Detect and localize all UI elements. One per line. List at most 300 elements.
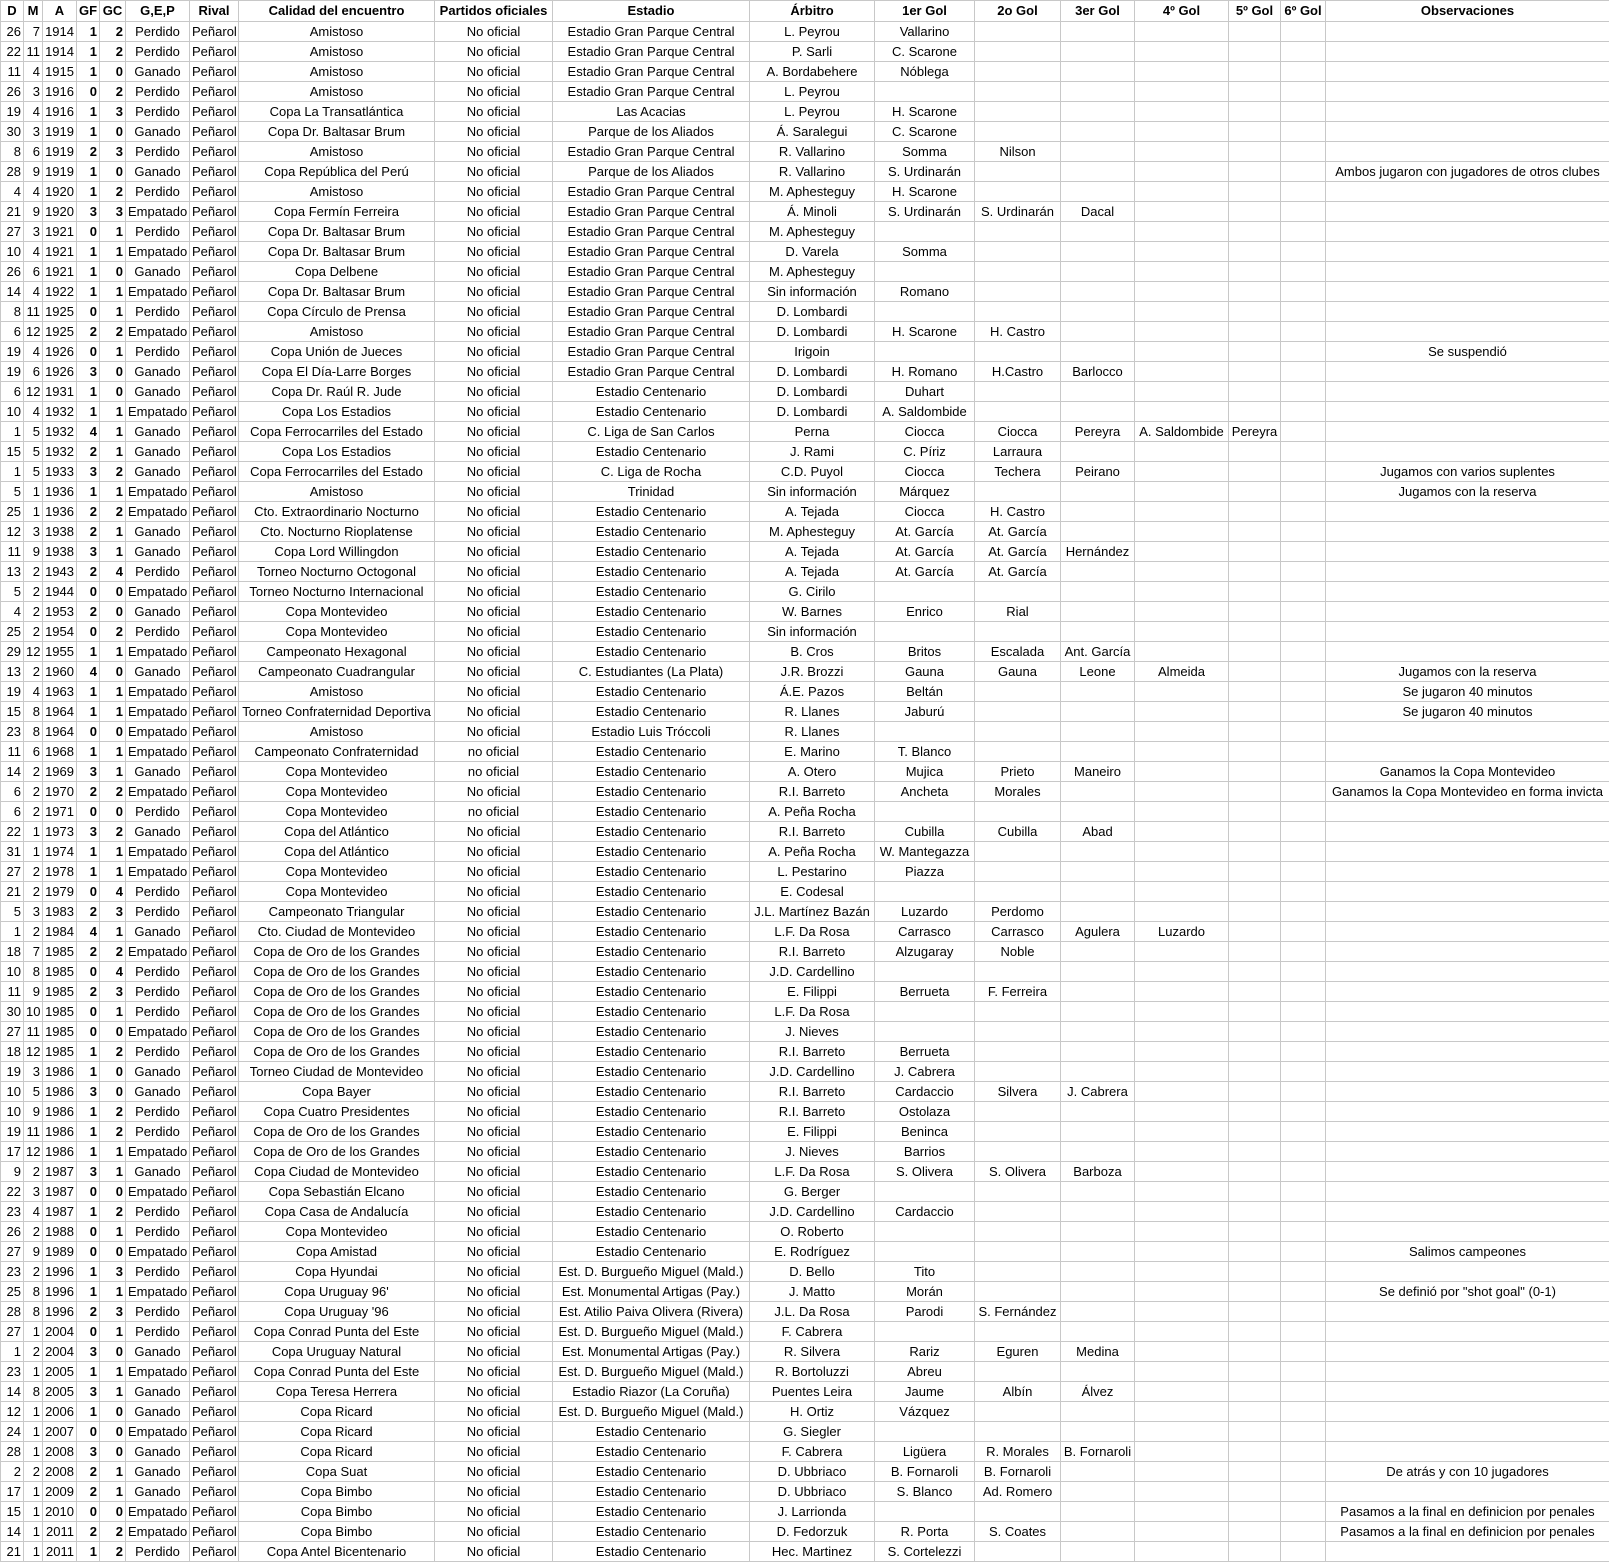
- cell-partido-oficial[interactable]: No oficial: [435, 1522, 553, 1542]
- cell-estadio[interactable]: Estadio Centenario: [553, 1182, 750, 1202]
- cell-gol1[interactable]: Romano: [875, 282, 975, 302]
- cell-gol2[interactable]: Eguren: [975, 1342, 1061, 1362]
- cell-gf[interactable]: 4: [77, 422, 100, 442]
- cell-estadio[interactable]: Estadio Centenario: [553, 1242, 750, 1262]
- cell-result[interactable]: Empatado: [126, 322, 190, 342]
- cell-calidad[interactable]: Amistoso: [239, 722, 435, 742]
- cell-year[interactable]: 1914: [43, 42, 77, 62]
- cell-rival[interactable]: Peñarol: [190, 362, 239, 382]
- cell-month[interactable]: 11: [24, 1022, 43, 1042]
- cell-partido-oficial[interactable]: No oficial: [435, 262, 553, 282]
- cell-day[interactable]: 1: [1, 422, 24, 442]
- cell-partido-oficial[interactable]: No oficial: [435, 102, 553, 122]
- cell-calidad[interactable]: Copa Bimbo: [239, 1502, 435, 1522]
- cell-rival[interactable]: Peñarol: [190, 1162, 239, 1182]
- cell-day[interactable]: 19: [1, 102, 24, 122]
- cell-gol4[interactable]: [1135, 122, 1229, 142]
- cell-gol3[interactable]: [1061, 342, 1135, 362]
- cell-arbitro[interactable]: J.D. Cardellino: [750, 1062, 875, 1082]
- cell-month[interactable]: 1: [24, 842, 43, 862]
- cell-rival[interactable]: Peñarol: [190, 1462, 239, 1482]
- cell-arbitro[interactable]: D. Lombardi: [750, 362, 875, 382]
- cell-gol6[interactable]: [1281, 1462, 1326, 1482]
- cell-gol1[interactable]: At. García: [875, 542, 975, 562]
- cell-gc[interactable]: 1: [100, 682, 126, 702]
- cell-estadio[interactable]: Estadio Centenario: [553, 862, 750, 882]
- cell-observaciones[interactable]: Ganamos la Copa Montevideo: [1326, 762, 1609, 782]
- cell-year[interactable]: 1996: [43, 1282, 77, 1302]
- cell-gol3[interactable]: [1061, 1002, 1135, 1022]
- cell-arbitro[interactable]: E. Rodríguez: [750, 1242, 875, 1262]
- cell-day[interactable]: 12: [1, 1402, 24, 1422]
- cell-gol3[interactable]: Leone: [1061, 662, 1135, 682]
- cell-gf[interactable]: 0: [77, 1222, 100, 1242]
- cell-rival[interactable]: Peñarol: [190, 802, 239, 822]
- cell-observaciones[interactable]: [1326, 962, 1609, 982]
- cell-arbitro[interactable]: E. Codesal: [750, 882, 875, 902]
- cell-partido-oficial[interactable]: No oficial: [435, 782, 553, 802]
- cell-gol3[interactable]: [1061, 42, 1135, 62]
- cell-gc[interactable]: 2: [100, 42, 126, 62]
- cell-gol3[interactable]: [1061, 1222, 1135, 1242]
- cell-arbitro[interactable]: R.I. Barreto: [750, 1042, 875, 1062]
- cell-result[interactable]: Empatado: [126, 1282, 190, 1302]
- cell-gol1[interactable]: Vázquez: [875, 1402, 975, 1422]
- cell-gc[interactable]: 0: [100, 1022, 126, 1042]
- cell-gc[interactable]: 3: [100, 1262, 126, 1282]
- cell-gol5[interactable]: [1229, 1242, 1281, 1262]
- cell-day[interactable]: 19: [1, 362, 24, 382]
- cell-arbitro[interactable]: J.R. Brozzi: [750, 662, 875, 682]
- cell-rival[interactable]: Peñarol: [190, 1182, 239, 1202]
- cell-gol4[interactable]: [1135, 602, 1229, 622]
- cell-gc[interactable]: 2: [100, 22, 126, 42]
- cell-gol5[interactable]: [1229, 682, 1281, 702]
- cell-gol5[interactable]: [1229, 302, 1281, 322]
- cell-gc[interactable]: 3: [100, 102, 126, 122]
- cell-gf[interactable]: 0: [77, 1322, 100, 1342]
- cell-gol5[interactable]: [1229, 1482, 1281, 1502]
- cell-observaciones[interactable]: [1326, 802, 1609, 822]
- cell-gf[interactable]: 1: [77, 62, 100, 82]
- cell-calidad[interactable]: Copa de Oro de los Grandes: [239, 962, 435, 982]
- cell-gf[interactable]: 0: [77, 342, 100, 362]
- cell-gol2[interactable]: At. García: [975, 522, 1061, 542]
- cell-gol4[interactable]: [1135, 382, 1229, 402]
- cell-arbitro[interactable]: D. Lombardi: [750, 382, 875, 402]
- cell-gc[interactable]: 1: [100, 862, 126, 882]
- cell-month[interactable]: 1: [24, 1422, 43, 1442]
- cell-gol5[interactable]: [1229, 242, 1281, 262]
- cell-calidad[interactable]: Copa de Oro de los Grandes: [239, 982, 435, 1002]
- col-gol1-header[interactable]: 1er Gol: [875, 1, 975, 22]
- cell-arbitro[interactable]: A. Tejada: [750, 542, 875, 562]
- cell-day[interactable]: 23: [1, 1262, 24, 1282]
- cell-rival[interactable]: Peñarol: [190, 1302, 239, 1322]
- cell-gol5[interactable]: [1229, 22, 1281, 42]
- cell-arbitro[interactable]: Á.E. Pazos: [750, 682, 875, 702]
- cell-month[interactable]: 7: [24, 942, 43, 962]
- cell-gol6[interactable]: [1281, 382, 1326, 402]
- cell-gol2[interactable]: Ad. Romero: [975, 1482, 1061, 1502]
- cell-gf[interactable]: 1: [77, 382, 100, 402]
- cell-gol3[interactable]: [1061, 1122, 1135, 1142]
- cell-gol3[interactable]: [1061, 962, 1135, 982]
- cell-gol4[interactable]: [1135, 622, 1229, 642]
- cell-gol5[interactable]: [1229, 562, 1281, 582]
- cell-gol5[interactable]: [1229, 882, 1281, 902]
- cell-month[interactable]: 2: [24, 1262, 43, 1282]
- cell-gol6[interactable]: [1281, 1362, 1326, 1382]
- cell-calidad[interactable]: Copa de Oro de los Grandes: [239, 1122, 435, 1142]
- cell-calidad[interactable]: Cto. Ciudad de Montevideo: [239, 922, 435, 942]
- cell-gol3[interactable]: [1061, 562, 1135, 582]
- cell-gol5[interactable]: [1229, 822, 1281, 842]
- cell-observaciones[interactable]: [1326, 542, 1609, 562]
- cell-gol4[interactable]: [1135, 1242, 1229, 1262]
- cell-estadio[interactable]: Estadio Centenario: [553, 1142, 750, 1162]
- cell-arbitro[interactable]: A. Tejada: [750, 562, 875, 582]
- cell-month[interactable]: 3: [24, 222, 43, 242]
- cell-gol3[interactable]: [1061, 1022, 1135, 1042]
- cell-result[interactable]: Ganado: [126, 602, 190, 622]
- cell-calidad[interactable]: Copa Sebastián Elcano: [239, 1182, 435, 1202]
- cell-day[interactable]: 11: [1, 542, 24, 562]
- cell-gol1[interactable]: [875, 1322, 975, 1342]
- cell-arbitro[interactable]: R. Vallarino: [750, 162, 875, 182]
- cell-gf[interactable]: 3: [77, 362, 100, 382]
- cell-year[interactable]: 1954: [43, 622, 77, 642]
- cell-gc[interactable]: 1: [100, 342, 126, 362]
- cell-observaciones[interactable]: [1326, 182, 1609, 202]
- cell-result[interactable]: Ganado: [126, 762, 190, 782]
- cell-rival[interactable]: Peñarol: [190, 862, 239, 882]
- cell-gol4[interactable]: [1135, 1062, 1229, 1082]
- cell-gol2[interactable]: [975, 342, 1061, 362]
- cell-gol2[interactable]: Silvera: [975, 1082, 1061, 1102]
- cell-result[interactable]: Empatado: [126, 202, 190, 222]
- cell-gol2[interactable]: [975, 222, 1061, 242]
- cell-gol6[interactable]: [1281, 622, 1326, 642]
- cell-gol6[interactable]: [1281, 422, 1326, 442]
- cell-day[interactable]: 5: [1, 582, 24, 602]
- cell-arbitro[interactable]: D. Lombardi: [750, 322, 875, 342]
- cell-gol6[interactable]: [1281, 82, 1326, 102]
- cell-partido-oficial[interactable]: No oficial: [435, 662, 553, 682]
- cell-estadio[interactable]: Estadio Gran Parque Central: [553, 42, 750, 62]
- cell-observaciones[interactable]: [1326, 122, 1609, 142]
- cell-gol5[interactable]: [1229, 522, 1281, 542]
- cell-calidad[interactable]: Copa Montevideo: [239, 602, 435, 622]
- cell-gol5[interactable]: [1229, 1362, 1281, 1382]
- cell-day[interactable]: 8: [1, 142, 24, 162]
- cell-gol1[interactable]: W. Mantegazza: [875, 842, 975, 862]
- cell-calidad[interactable]: Amistoso: [239, 682, 435, 702]
- cell-result[interactable]: Empatado: [126, 1362, 190, 1382]
- cell-partido-oficial[interactable]: No oficial: [435, 922, 553, 942]
- cell-rival[interactable]: Peñarol: [190, 682, 239, 702]
- cell-gol3[interactable]: [1061, 1542, 1135, 1562]
- cell-gol2[interactable]: Escalada: [975, 642, 1061, 662]
- cell-month[interactable]: 9: [24, 202, 43, 222]
- cell-rival[interactable]: Peñarol: [190, 822, 239, 842]
- cell-gol2[interactable]: [975, 622, 1061, 642]
- cell-arbitro[interactable]: Irigoin: [750, 342, 875, 362]
- cell-estadio[interactable]: Estadio Centenario: [553, 1222, 750, 1242]
- cell-gol6[interactable]: [1281, 922, 1326, 942]
- cell-gol1[interactable]: Abreu: [875, 1362, 975, 1382]
- cell-gol1[interactable]: Vallarino: [875, 22, 975, 42]
- cell-gol5[interactable]: [1229, 762, 1281, 782]
- cell-observaciones[interactable]: [1326, 262, 1609, 282]
- cell-gol1[interactable]: H. Scarone: [875, 182, 975, 202]
- cell-gol3[interactable]: [1061, 482, 1135, 502]
- cell-calidad[interactable]: Copa Suat: [239, 1462, 435, 1482]
- cell-gol1[interactable]: S. Urdinarán: [875, 162, 975, 182]
- cell-month[interactable]: 4: [24, 242, 43, 262]
- cell-estadio[interactable]: Estadio Centenario: [553, 1202, 750, 1222]
- cell-gol4[interactable]: [1135, 1302, 1229, 1322]
- cell-rival[interactable]: Peñarol: [190, 962, 239, 982]
- cell-month[interactable]: 4: [24, 682, 43, 702]
- cell-gol1[interactable]: Somma: [875, 242, 975, 262]
- cell-gf[interactable]: 4: [77, 922, 100, 942]
- cell-gf[interactable]: 0: [77, 1422, 100, 1442]
- cell-day[interactable]: 1: [1, 1342, 24, 1362]
- cell-gf[interactable]: 2: [77, 982, 100, 1002]
- cell-result[interactable]: Empatado: [126, 842, 190, 862]
- cell-year[interactable]: 2010: [43, 1502, 77, 1522]
- cell-gol3[interactable]: [1061, 522, 1135, 542]
- cell-calidad[interactable]: Amistoso: [239, 82, 435, 102]
- cell-gol5[interactable]: [1229, 842, 1281, 862]
- cell-result[interactable]: Perdido: [126, 342, 190, 362]
- cell-day[interactable]: 30: [1, 122, 24, 142]
- cell-estadio[interactable]: Estadio Centenario: [553, 822, 750, 842]
- cell-gol6[interactable]: [1281, 982, 1326, 1002]
- cell-arbitro[interactable]: M. Aphesteguy: [750, 262, 875, 282]
- cell-gol4[interactable]: [1135, 482, 1229, 502]
- cell-gf[interactable]: 0: [77, 962, 100, 982]
- cell-estadio[interactable]: Estadio Centenario: [553, 962, 750, 982]
- cell-partido-oficial[interactable]: No oficial: [435, 622, 553, 642]
- cell-gol4[interactable]: [1135, 722, 1229, 742]
- cell-gol5[interactable]: [1229, 282, 1281, 302]
- cell-year[interactable]: 1989: [43, 1242, 77, 1262]
- cell-day[interactable]: 27: [1, 1022, 24, 1042]
- cell-year[interactable]: 1938: [43, 542, 77, 562]
- cell-gol3[interactable]: [1061, 162, 1135, 182]
- cell-year[interactable]: 1984: [43, 922, 77, 942]
- cell-result[interactable]: Empatado: [126, 702, 190, 722]
- col-arbitro-header[interactable]: Árbitro: [750, 1, 875, 22]
- cell-month[interactable]: 4: [24, 1202, 43, 1222]
- cell-partido-oficial[interactable]: No oficial: [435, 1482, 553, 1502]
- cell-month[interactable]: 1: [24, 1482, 43, 1502]
- cell-arbitro[interactable]: H. Ortiz: [750, 1402, 875, 1422]
- cell-month[interactable]: 6: [24, 362, 43, 382]
- cell-year[interactable]: 1919: [43, 122, 77, 142]
- cell-gol2[interactable]: [975, 1322, 1061, 1342]
- cell-gol2[interactable]: [975, 82, 1061, 102]
- cell-gol2[interactable]: Gauna: [975, 662, 1061, 682]
- cell-gol2[interactable]: H. Castro: [975, 502, 1061, 522]
- cell-gol4[interactable]: [1135, 522, 1229, 542]
- cell-observaciones[interactable]: De atrás y con 10 jugadores: [1326, 1462, 1609, 1482]
- cell-partido-oficial[interactable]: No oficial: [435, 1502, 553, 1522]
- cell-gol4[interactable]: [1135, 62, 1229, 82]
- cell-calidad[interactable]: Copa Unión de Jueces: [239, 342, 435, 362]
- cell-observaciones[interactable]: [1326, 982, 1609, 1002]
- cell-gc[interactable]: 1: [100, 762, 126, 782]
- cell-gol2[interactable]: Larraura: [975, 442, 1061, 462]
- cell-arbitro[interactable]: Á. Minoli: [750, 202, 875, 222]
- cell-gc[interactable]: 2: [100, 182, 126, 202]
- cell-estadio[interactable]: Estadio Centenario: [553, 882, 750, 902]
- cell-gf[interactable]: 0: [77, 622, 100, 642]
- cell-estadio[interactable]: Estadio Gran Parque Central: [553, 262, 750, 282]
- col-rival-header[interactable]: Rival: [190, 1, 239, 22]
- cell-gol1[interactable]: A. Saldombide: [875, 402, 975, 422]
- cell-gc[interactable]: 0: [100, 122, 126, 142]
- cell-gol4[interactable]: [1135, 802, 1229, 822]
- cell-arbitro[interactable]: R. Bortoluzzi: [750, 1362, 875, 1382]
- cell-rival[interactable]: Peñarol: [190, 1282, 239, 1302]
- cell-partido-oficial[interactable]: No oficial: [435, 122, 553, 142]
- cell-month[interactable]: 8: [24, 962, 43, 982]
- cell-month[interactable]: 11: [24, 42, 43, 62]
- cell-gf[interactable]: 1: [77, 682, 100, 702]
- cell-arbitro[interactable]: J. Nieves: [750, 1142, 875, 1162]
- cell-day[interactable]: 10: [1, 242, 24, 262]
- cell-arbitro[interactable]: M. Aphesteguy: [750, 182, 875, 202]
- cell-gol1[interactable]: Berrueta: [875, 982, 975, 1002]
- cell-gol5[interactable]: [1229, 622, 1281, 642]
- cell-calidad[interactable]: Campeonato Cuadrangular: [239, 662, 435, 682]
- cell-calidad[interactable]: Torneo Nocturno Internacional: [239, 582, 435, 602]
- cell-result[interactable]: Ganado: [126, 1462, 190, 1482]
- cell-year[interactable]: 2011: [43, 1522, 77, 1542]
- cell-estadio[interactable]: Estadio Centenario: [553, 1462, 750, 1482]
- cell-gc[interactable]: 1: [100, 1362, 126, 1382]
- cell-arbitro[interactable]: J.D. Cardellino: [750, 962, 875, 982]
- cell-year[interactable]: 1996: [43, 1262, 77, 1282]
- cell-gf[interactable]: 0: [77, 1242, 100, 1262]
- cell-result[interactable]: Perdido: [126, 182, 190, 202]
- cell-calidad[interactable]: Copa Amistad: [239, 1242, 435, 1262]
- cell-calidad[interactable]: Amistoso: [239, 142, 435, 162]
- cell-gc[interactable]: 2: [100, 1102, 126, 1122]
- cell-estadio[interactable]: Trinidad: [553, 482, 750, 502]
- cell-month[interactable]: 1: [24, 502, 43, 522]
- cell-result[interactable]: Perdido: [126, 1222, 190, 1242]
- cell-year[interactable]: 1936: [43, 502, 77, 522]
- cell-gc[interactable]: 0: [100, 662, 126, 682]
- cell-estadio[interactable]: Estadio Centenario: [553, 382, 750, 402]
- cell-gol4[interactable]: [1135, 1282, 1229, 1302]
- cell-gc[interactable]: 0: [100, 62, 126, 82]
- cell-estadio[interactable]: Estadio Centenario: [553, 782, 750, 802]
- cell-month[interactable]: 1: [24, 1402, 43, 1422]
- cell-gol6[interactable]: [1281, 902, 1326, 922]
- cell-gol1[interactable]: C. Scarone: [875, 122, 975, 142]
- cell-partido-oficial[interactable]: No oficial: [435, 1442, 553, 1462]
- cell-gol6[interactable]: [1281, 882, 1326, 902]
- cell-gol2[interactable]: [975, 1242, 1061, 1262]
- cell-estadio[interactable]: Est. D. Burgueño Miguel (Mald.): [553, 1322, 750, 1342]
- cell-calidad[interactable]: Copa de Oro de los Grandes: [239, 1042, 435, 1062]
- cell-gf[interactable]: 1: [77, 262, 100, 282]
- cell-gol2[interactable]: [975, 282, 1061, 302]
- cell-gc[interactable]: 1: [100, 402, 126, 422]
- cell-gc[interactable]: 0: [100, 1082, 126, 1102]
- cell-observaciones[interactable]: [1326, 1542, 1609, 1562]
- cell-gol3[interactable]: Barboza: [1061, 1162, 1135, 1182]
- cell-gol6[interactable]: [1281, 1162, 1326, 1182]
- cell-estadio[interactable]: Estadio Centenario: [553, 542, 750, 562]
- cell-month[interactable]: 3: [24, 82, 43, 102]
- cell-gol6[interactable]: [1281, 1122, 1326, 1142]
- cell-gol3[interactable]: Barlocco: [1061, 362, 1135, 382]
- cell-gol4[interactable]: [1135, 1362, 1229, 1382]
- cell-observaciones[interactable]: [1326, 1422, 1609, 1442]
- cell-estadio[interactable]: Estadio Gran Parque Central: [553, 282, 750, 302]
- cell-calidad[interactable]: Amistoso: [239, 42, 435, 62]
- cell-year[interactable]: 1985: [43, 1002, 77, 1022]
- cell-gf[interactable]: 4: [77, 662, 100, 682]
- cell-gol3[interactable]: [1061, 62, 1135, 82]
- cell-year[interactable]: 2008: [43, 1462, 77, 1482]
- cell-result[interactable]: Perdido: [126, 22, 190, 42]
- cell-partido-oficial[interactable]: No oficial: [435, 902, 553, 922]
- cell-result[interactable]: Ganado: [126, 1062, 190, 1082]
- cell-calidad[interactable]: Copa Teresa Herrera: [239, 1382, 435, 1402]
- cell-gol5[interactable]: [1229, 1522, 1281, 1542]
- cell-observaciones[interactable]: [1326, 22, 1609, 42]
- cell-gol2[interactable]: F. Ferreira: [975, 982, 1061, 1002]
- cell-gol6[interactable]: [1281, 1102, 1326, 1122]
- cell-calidad[interactable]: Copa Cuatro Presidentes: [239, 1102, 435, 1122]
- cell-gf[interactable]: 0: [77, 1002, 100, 1022]
- cell-estadio[interactable]: Estadio Centenario: [553, 1042, 750, 1062]
- cell-gol5[interactable]: [1229, 162, 1281, 182]
- cell-gf[interactable]: 2: [77, 602, 100, 622]
- cell-month[interactable]: 1: [24, 1442, 43, 1462]
- cell-gol6[interactable]: [1281, 242, 1326, 262]
- cell-gol3[interactable]: [1061, 862, 1135, 882]
- cell-observaciones[interactable]: [1326, 222, 1609, 242]
- cell-gol1[interactable]: [875, 342, 975, 362]
- cell-gol4[interactable]: [1135, 182, 1229, 202]
- cell-gol2[interactable]: [975, 1422, 1061, 1442]
- cell-gf[interactable]: 1: [77, 1282, 100, 1302]
- cell-month[interactable]: 2: [24, 802, 43, 822]
- cell-month[interactable]: 6: [24, 742, 43, 762]
- cell-calidad[interactable]: Copa Dr. Raúl R. Jude: [239, 382, 435, 402]
- cell-gc[interactable]: 1: [100, 642, 126, 662]
- cell-observaciones[interactable]: Pasamos a la final en definicion por penales: [1326, 1502, 1609, 1522]
- cell-rival[interactable]: Peñarol: [190, 202, 239, 222]
- cell-result[interactable]: Ganado: [126, 822, 190, 842]
- cell-gol4[interactable]: [1135, 162, 1229, 182]
- cell-observaciones[interactable]: [1326, 922, 1609, 942]
- cell-arbitro[interactable]: L. Peyrou: [750, 82, 875, 102]
- cell-observaciones[interactable]: [1326, 442, 1609, 462]
- cell-partido-oficial[interactable]: No oficial: [435, 482, 553, 502]
- cell-gol3[interactable]: [1061, 222, 1135, 242]
- cell-day[interactable]: 25: [1, 1282, 24, 1302]
- cell-partido-oficial[interactable]: No oficial: [435, 562, 553, 582]
